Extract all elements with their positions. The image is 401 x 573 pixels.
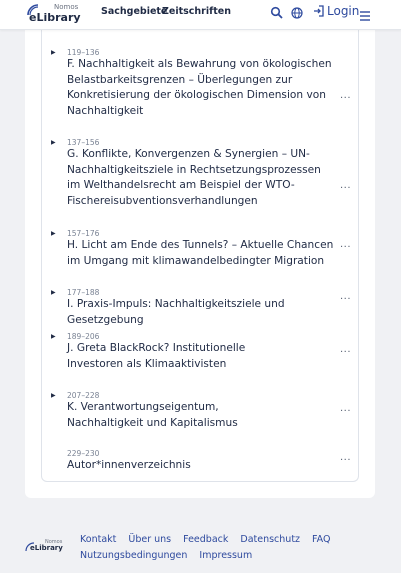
expand-arrow-icon[interactable]: ▶ [51,289,56,296]
chapter-title[interactable]: I. Praxis-Impuls: Nachhaltigkeitsziele und Gesetzgebung [67,298,285,326]
toc-card [25,30,375,498]
globe-icon[interactable] [290,5,306,21]
more-options-icon[interactable]: ... [340,180,352,191]
top-header [0,0,401,30]
elibrary-logo[interactable] [26,3,84,25]
footer-links [80,532,370,564]
page-range: 207–228 [67,391,100,400]
expand-arrow-icon[interactable]: ▶ [51,139,56,146]
logo-elibrary-text: eLibrary [30,544,63,552]
more-options-icon[interactable]: ... [340,452,352,463]
page-range: 137–156 [67,138,100,147]
expand-arrow-icon[interactable]: ▶ [51,333,56,340]
chapter-title[interactable]: J. Greta BlackRock? Institutionelle Investoren als Klimaaktivisten [67,342,246,370]
more-options-icon[interactable]: ... [340,344,352,355]
footer-link-feedback[interactable]: Feedback [183,534,229,545]
chapter-title[interactable]: K. Verantwortungseigentum, Nachhaltigkeit und Kapitalismus [67,401,238,429]
expand-arrow-icon[interactable]: ▶ [51,392,56,399]
footer-link-kontakt[interactable]: Kontakt [80,534,117,545]
chapter-title[interactable]: H. Licht am Ende des Tunnels? – Aktuelle Chancen im Umgang mit klimawandelbedingter Migration [67,239,334,267]
page-range: 157–176 [67,229,100,238]
page-range: 229–230 [67,449,100,458]
chapter-title[interactable]: Autor*innenverzeichnis [67,459,191,471]
chapter-title[interactable]: F. Nachhaltigkeit als Bewahrung von ökologischen Belastbarkeitsgrenzen – Überlegungen zur Konkretisierung der ökologischen Dimension von Nachhaltigkeit [67,58,332,117]
logo-nomos-text: Nomos [45,539,63,545]
chapter-title[interactable]: G. Konflikte, Konvergenzen & Synergien – UN-Nachhaltigkeitsziele in Rechtsetzungsprozessen im Welthandelsrecht am Beispiel der WTO-Fischereisubventionsverhandlungen [67,148,321,207]
login-label: Login [327,4,360,18]
page-range: 189–206 [67,332,100,341]
footer-link-impressum[interactable]: Impressum [199,550,253,561]
logo-elibrary-text: eLibrary [29,11,81,24]
logo-nomos-text: Nomos [54,3,79,11]
more-options-icon[interactable]: ... [340,90,352,101]
more-options-icon[interactable]: ... [340,291,352,302]
expand-arrow-icon[interactable]: ▶ [51,230,56,237]
footer-logo[interactable] [25,539,63,555]
footer-link-nutzungsbedingungen[interactable]: Nutzungsbedingungen [80,550,188,561]
more-options-icon[interactable]: ... [340,239,352,250]
nav-zeitschriften[interactable]: Zeitschriften [162,6,232,17]
footer-link-ueber-uns[interactable]: Über uns [128,534,172,545]
more-options-icon[interactable]: ... [340,403,352,414]
footer-link-faq[interactable]: FAQ [312,534,331,545]
menu-icon[interactable] [358,7,374,23]
login-icon [313,5,325,17]
page-range: 119–136 [67,48,100,57]
page-range: 177–188 [67,288,100,297]
nav-sachgebiete[interactable]: Sachgebiete [101,6,168,17]
login-button[interactable] [313,4,359,18]
expand-arrow-icon[interactable]: ▶ [51,49,56,56]
toc-list [41,30,359,482]
footer-link-datenschutz[interactable]: Datenschutz [240,534,301,545]
search-icon[interactable] [270,5,286,21]
